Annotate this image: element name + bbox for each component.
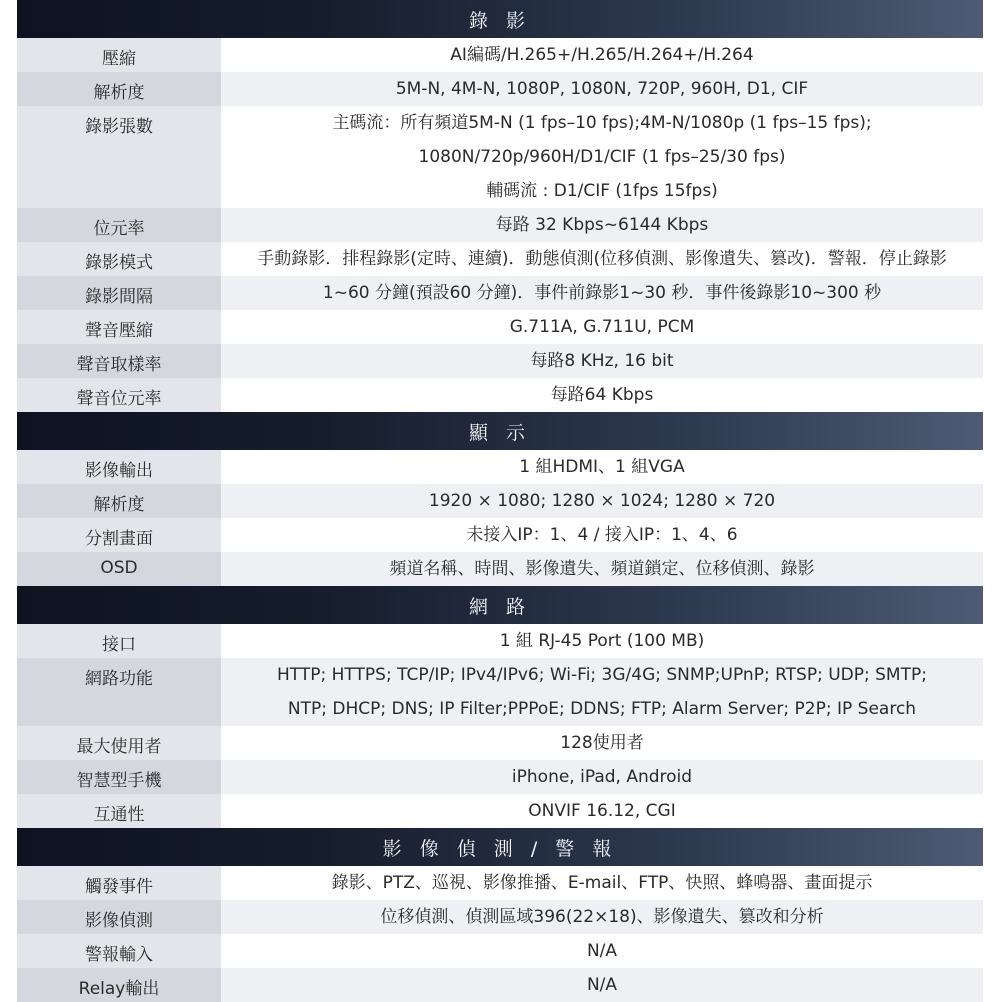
spec-label: 影像偵測	[17, 900, 221, 934]
spec-label: 影像輸出	[17, 450, 221, 484]
spec-row	[17, 484, 983, 518]
spec-sheet	[17, 0, 983, 1002]
spec-row	[17, 518, 983, 552]
spec-value-line: 主碼流：所有頻道5M-N (1 fps–10 fps);4M-N/1080p (1 fps–15 fps);	[332, 113, 872, 133]
spec-row	[17, 276, 983, 310]
spec-value	[221, 624, 983, 658]
spec-row	[17, 38, 983, 72]
spec-value	[221, 344, 983, 378]
spec-value-line: 1080N/720p/960H/D1/CIF (1 fps–25/30 fps)	[418, 147, 786, 167]
spec-row	[17, 866, 983, 900]
spec-row	[17, 106, 983, 208]
spec-value	[221, 518, 983, 552]
spec-value-line: N/A	[586, 941, 618, 961]
spec-row	[17, 624, 983, 658]
section-header: 網 路	[17, 586, 983, 624]
spec-row	[17, 310, 983, 344]
spec-value-line: 每路64 Kbps	[550, 385, 654, 405]
spec-label: 觸發事件	[17, 866, 221, 900]
spec-label: 最大使用者	[17, 726, 221, 760]
spec-value-line: 位移偵測、偵測區域396(22×18)、影像遺失、篡改和分析	[380, 907, 824, 927]
spec-value	[221, 726, 983, 760]
spec-value	[221, 378, 983, 412]
section-header: 影 像 偵 測 / 警 報	[17, 828, 983, 866]
spec-row	[17, 658, 983, 726]
spec-value	[221, 310, 983, 344]
spec-value	[221, 72, 983, 106]
spec-label: Relay輸出	[17, 968, 221, 1002]
spec-value	[221, 242, 983, 276]
spec-label: 解析度	[17, 484, 221, 518]
spec-value	[221, 794, 983, 828]
spec-value	[221, 106, 983, 208]
spec-row	[17, 242, 983, 276]
spec-label: 智慧型手機	[17, 760, 221, 794]
spec-value	[221, 484, 983, 518]
spec-value	[221, 450, 983, 484]
spec-value	[221, 900, 983, 934]
spec-value	[221, 760, 983, 794]
spec-row	[17, 450, 983, 484]
spec-label: 壓縮	[17, 38, 221, 72]
spec-label: 錄影張數	[17, 106, 221, 208]
spec-label: 聲音取樣率	[17, 344, 221, 378]
spec-value-line: ONVIF 16.12, CGI	[528, 801, 676, 821]
spec-label: 分割畫面	[17, 518, 221, 552]
spec-value	[221, 38, 983, 72]
spec-value-line: 5M-N, 4M-N, 1080P, 1080N, 720P, 960H, D1, CIF	[395, 79, 809, 99]
spec-value-line: N/A	[586, 975, 618, 995]
spec-value-line: 每路 32 Kbps~6144 Kbps	[495, 215, 709, 235]
spec-value-line: iPhone, iPad, Android	[511, 767, 693, 787]
spec-row	[17, 726, 983, 760]
spec-value-line: HTTP; HTTPS; TCP/IP; IPv4/IPv6; Wi-Fi; 3G/4G; SNMP;UPnP; RTSP; UDP; SMTP;	[277, 665, 927, 685]
spec-value-line: 1 組HDMI、1 組VGA	[519, 457, 685, 477]
spec-label: 位元率	[17, 208, 221, 242]
spec-value-line: 未接入IP：1、4 / 接入IP：1、4、6	[466, 525, 738, 545]
spec-label: 互通性	[17, 794, 221, 828]
spec-label: 聲音壓縮	[17, 310, 221, 344]
spec-row	[17, 934, 983, 968]
spec-value	[221, 934, 983, 968]
spec-row	[17, 794, 983, 828]
spec-value	[221, 658, 983, 726]
spec-value-line: 錄影、PTZ、巡視、影像推播、E-mail、FTP、快照、蜂鳴器、畫面提示	[331, 873, 873, 893]
spec-value-line: G.711A, G.711U, PCM	[509, 317, 695, 337]
section-header: 顯 示	[17, 412, 983, 450]
spec-value	[221, 866, 983, 900]
spec-row	[17, 208, 983, 242]
spec-value	[221, 276, 983, 310]
spec-value-line: 輔碼流 : D1/CIF (1fps 15fps)	[486, 181, 718, 201]
spec-row	[17, 72, 983, 106]
spec-label: 解析度	[17, 72, 221, 106]
spec-row	[17, 968, 983, 1002]
spec-label: 警報輸入	[17, 934, 221, 968]
spec-label: 錄影間隔	[17, 276, 221, 310]
spec-value-line: NTP; DHCP; DNS; IP Filter;PPPoE; DDNS; FTP; Alarm Server; P2P; IP Search	[287, 699, 917, 719]
spec-value-line: 1 組 RJ-45 Port (100 MB)	[499, 631, 705, 651]
spec-value	[221, 208, 983, 242]
spec-row	[17, 760, 983, 794]
spec-value-line: 手動錄影．排程錄影(定時、連續)．動態偵測(位移偵測、影像遺失、篡改)．警報．停止錄影	[257, 249, 947, 269]
section-header: 錄 影	[17, 0, 983, 38]
spec-label: 網路功能	[17, 658, 221, 726]
spec-row	[17, 344, 983, 378]
spec-label: 接口	[17, 624, 221, 658]
spec-value-line: 頻道名稱、時間、影像遺失、頻道鎖定、位移偵測、錄影	[389, 559, 815, 579]
spec-label: OSD	[17, 552, 221, 586]
spec-value-line: 128使用者	[560, 733, 644, 753]
spec-value-line: 1920 × 1080; 1280 × 1024; 1280 × 720	[428, 491, 776, 511]
spec-value-line: AI編碼/H.265+/H.265/H.264+/H.264	[450, 45, 754, 65]
spec-row	[17, 900, 983, 934]
spec-value	[221, 552, 983, 586]
spec-label: 聲音位元率	[17, 378, 221, 412]
spec-value-line: 1~60 分鐘(預設60 分鐘)．事件前錄影1~30 秒．事件後錄影10~300 秒	[322, 283, 882, 303]
spec-value-line: 每路8 KHz, 16 bit	[530, 351, 674, 371]
spec-row	[17, 378, 983, 412]
spec-row	[17, 552, 983, 586]
spec-label: 錄影模式	[17, 242, 221, 276]
spec-value	[221, 968, 983, 1002]
